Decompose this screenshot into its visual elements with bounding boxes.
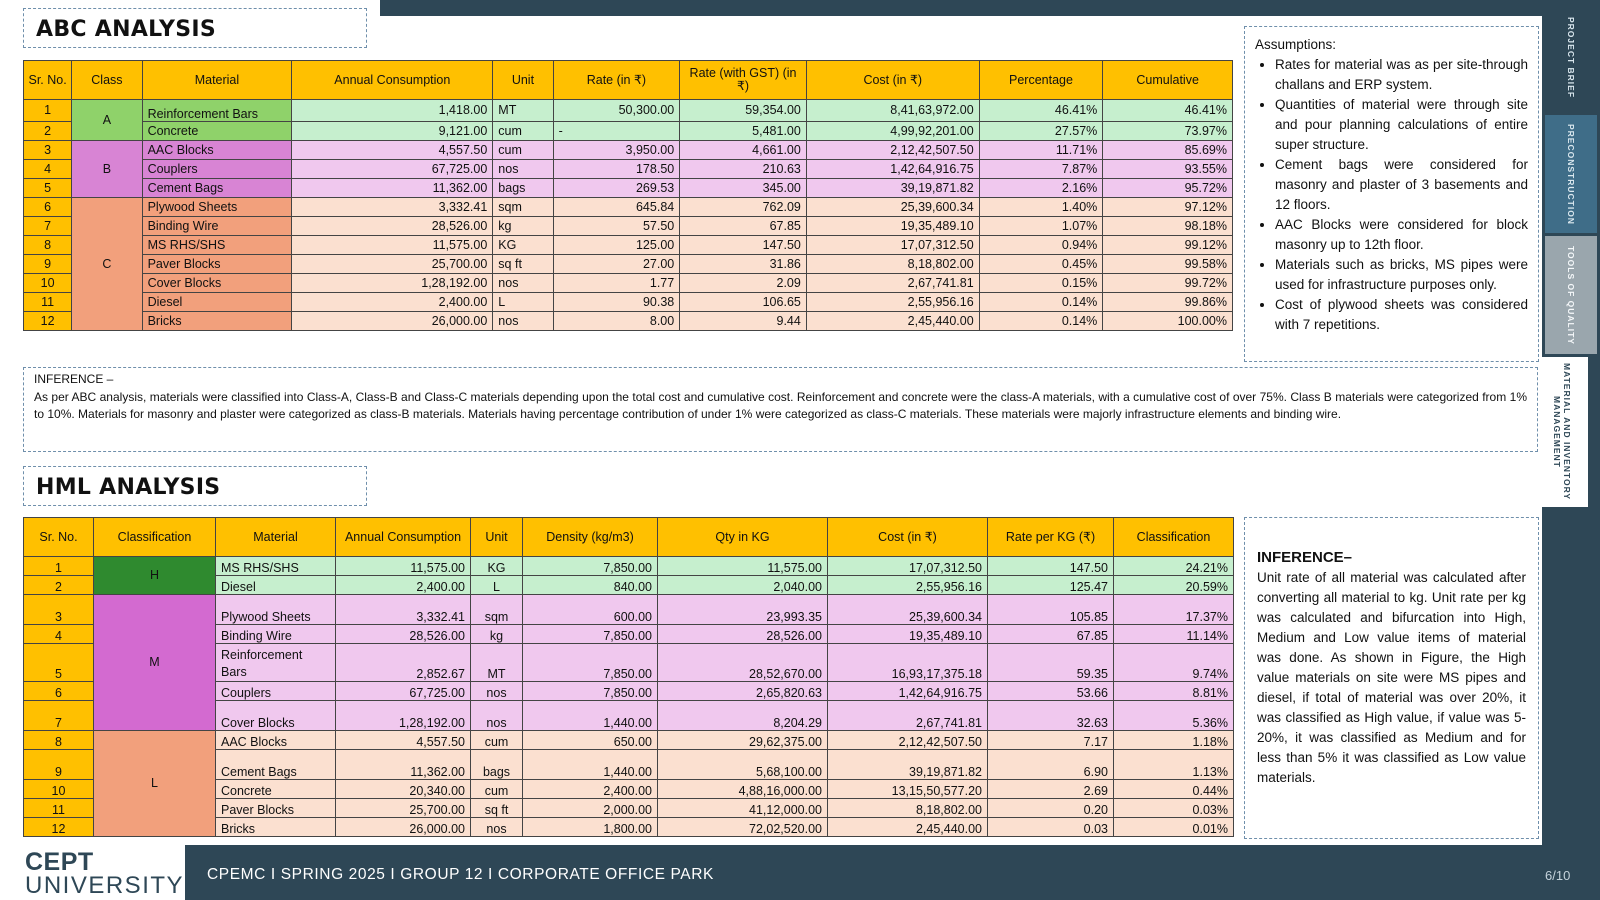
table-cell: 645.84 — [553, 198, 680, 217]
table-cell: 2,65,820.63 — [658, 682, 828, 701]
tab-material-inventory[interactable] — [1536, 357, 1588, 507]
table-cell: 0.14% — [979, 312, 1103, 331]
table-cell: 11,575.00 — [292, 236, 493, 255]
table-cell: 9 — [24, 255, 72, 274]
table-cell: 31.86 — [680, 255, 807, 274]
table-cell: 17,07,312.50 — [828, 557, 988, 576]
table-cell: sqm — [471, 595, 523, 625]
table-cell: 29,62,375.00 — [658, 731, 828, 750]
table-cell: 1.77 — [553, 274, 680, 293]
table-cell: cum — [493, 141, 553, 160]
table-cell: nos — [471, 701, 523, 731]
table-cell: 25,39,600.34 — [806, 198, 979, 217]
table-cell: 32.63 — [988, 701, 1114, 731]
table-cell: 100.00% — [1103, 312, 1233, 331]
table-cell: 20.59% — [1114, 576, 1234, 595]
table-cell: nos — [471, 682, 523, 701]
table-cell: 8.81% — [1114, 682, 1234, 701]
table-cell: 2,67,741.81 — [806, 274, 979, 293]
material-cell: Reinforcement Bars — [216, 644, 336, 682]
table-cell: 8 — [24, 236, 72, 255]
table-row — [24, 236, 1233, 255]
table-cell: 20,340.00 — [336, 780, 471, 799]
table-cell: 25,700.00 — [292, 255, 493, 274]
assumption-item: • Cost of plywood sheets was considered with 7 repetitions. — [1275, 295, 1528, 335]
table-cell: 840.00 — [523, 576, 658, 595]
table-cell: MT — [493, 100, 553, 122]
table-cell: 2,400.00 — [523, 780, 658, 799]
table-cell: 5,481.00 — [680, 122, 807, 141]
col-header: Annual Consumption — [336, 518, 471, 557]
table-cell: 147.50 — [680, 236, 807, 255]
abc-inference-heading: INFERENCE – — [34, 372, 114, 386]
table-cell: 1.07% — [979, 217, 1103, 236]
table-cell: 27.57% — [979, 122, 1103, 141]
col-header: Cost (in ₹) — [828, 518, 988, 557]
table-row — [24, 731, 1234, 750]
table-cell: 1,42,64,916.75 — [828, 682, 988, 701]
table-cell: 147.50 — [988, 557, 1114, 576]
table-cell: KG — [471, 557, 523, 576]
table-cell: 762.09 — [680, 198, 807, 217]
tab-label: MATERIAL AND INVENTORY MANAGEMENT — [1552, 363, 1572, 501]
col-header: Qty in KG — [658, 518, 828, 557]
table-cell: 99.86% — [1103, 293, 1233, 312]
material-cell: Cement Bags — [142, 179, 292, 198]
col-header: Rate per KG (₹) — [988, 518, 1114, 557]
table-cell: 12 — [24, 818, 94, 837]
table-cell: 7.17 — [988, 731, 1114, 750]
table-cell: cum — [493, 122, 553, 141]
table-cell: 28,526.00 — [658, 625, 828, 644]
table-cell: 8.00 — [553, 312, 680, 331]
table-cell: 19,35,489.10 — [806, 217, 979, 236]
material-cell: Reinforcement Bars — [142, 100, 292, 122]
table-cell: 9.44 — [680, 312, 807, 331]
col-header: Annual Consumption — [292, 61, 493, 100]
table-cell: cum — [471, 780, 523, 799]
table-cell: 6 — [24, 682, 94, 701]
material-cell: Concrete — [142, 122, 292, 141]
table-cell: 11 — [24, 293, 72, 312]
tab-label: PROJECT BRIEF — [1566, 17, 1576, 99]
table-cell: 11,575.00 — [658, 557, 828, 576]
table-cell: 67.85 — [680, 217, 807, 236]
table-cell: 11,575.00 — [336, 557, 471, 576]
hml-inference-heading: INFERENCE– — [1257, 549, 1353, 566]
footer-text: CPEMC I SPRING 2025 I GROUP 12 I CORPORATE OFFICE PARK — [207, 866, 714, 883]
material-cell: Cover Blocks — [216, 701, 336, 731]
table-cell: 19,35,489.10 — [828, 625, 988, 644]
table-cell: 11.14% — [1114, 625, 1234, 644]
col-header: Density (kg/m3) — [523, 518, 658, 557]
table-cell: 2.09 — [680, 274, 807, 293]
abc-section-title: ABC ANALYSIS — [23, 8, 367, 48]
table-cell: 2 — [24, 576, 94, 595]
table-row — [24, 100, 1233, 122]
assumption-item: • Quantities of material were through site and pour planning calculations of entire super structure. — [1275, 95, 1528, 155]
table-cell: 99.58% — [1103, 255, 1233, 274]
table-cell: 67.85 — [988, 625, 1114, 644]
table-cell: nos — [493, 312, 553, 331]
table-cell: 0.15% — [979, 274, 1103, 293]
table-cell: 57.50 — [553, 217, 680, 236]
class-label-cell: L — [94, 731, 216, 837]
table-cell: 26,000.00 — [292, 312, 493, 331]
table-row — [24, 557, 1234, 576]
table-cell: 7,850.00 — [523, 682, 658, 701]
table-cell: 4,557.50 — [292, 141, 493, 160]
table-cell: 11.71% — [979, 141, 1103, 160]
table-cell: 99.72% — [1103, 274, 1233, 293]
table-cell: 2,55,956.16 — [828, 576, 988, 595]
table-cell: 2,45,440.00 — [828, 818, 988, 837]
col-header: Classification — [94, 518, 216, 557]
table-cell: 7,850.00 — [523, 557, 658, 576]
table-row — [24, 274, 1233, 293]
table-cell: 0.03% — [1114, 799, 1234, 818]
table-cell: 97.12% — [1103, 198, 1233, 217]
table-cell: 1,28,192.00 — [336, 701, 471, 731]
table-cell: 28,52,670.00 — [658, 644, 828, 682]
top-band — [380, 0, 1600, 16]
table-cell: bags — [493, 179, 553, 198]
table-cell: 1,440.00 — [523, 750, 658, 780]
table-cell: L — [493, 293, 553, 312]
abc-table — [23, 60, 1233, 331]
table-cell: 26,000.00 — [336, 818, 471, 837]
abc-inference-text: As per ABC analysis, materials were classified into Class-A, Class-B and Class-C materials depending upon the total cost and cumulative cost. Reinforcement and concrete were the class-A materials, with a cumulative cost of over 75%. Class B materials were categorized from 1% to 10%. Materials for masonry and plaster were categorized as class-B materials. Materials having percentage contribution of under 1% were categorized as class-C materials. These materials were majorly infrastructure elements and binding wire. — [34, 389, 1527, 421]
table-cell: 8,204.29 — [658, 701, 828, 731]
table-cell: 2,400.00 — [292, 293, 493, 312]
table-cell: 1,28,192.00 — [292, 274, 493, 293]
table-cell: 8,41,63,972.00 — [806, 100, 979, 122]
class-label-cell: H — [94, 557, 216, 595]
table-cell: 5 — [24, 644, 94, 682]
table-cell: 17,07,312.50 — [806, 236, 979, 255]
table-cell: 93.55% — [1103, 160, 1233, 179]
table-cell: 1,42,64,916.75 — [806, 160, 979, 179]
table-cell: 4,99,92,201.00 — [806, 122, 979, 141]
class-label-cell: M — [94, 595, 216, 731]
table-row — [24, 198, 1233, 217]
table-cell: 600.00 — [523, 595, 658, 625]
col-header: Cost (in ₹) — [806, 61, 979, 100]
table-cell: 2,67,741.81 — [828, 701, 988, 731]
abc-inference-box — [23, 367, 1538, 452]
university-logo-line1: CEPT — [25, 848, 94, 876]
table-cell: 2,000.00 — [523, 799, 658, 818]
table-cell: 0.45% — [979, 255, 1103, 274]
table-cell: 28,526.00 — [336, 625, 471, 644]
col-header: Sr. No. — [24, 518, 94, 557]
table-cell: KG — [493, 236, 553, 255]
material-cell: Paver Blocks — [142, 255, 292, 274]
class-label-cell: A — [72, 100, 142, 141]
tab-tools-of-quality[interactable] — [1545, 236, 1597, 354]
material-cell: Bricks — [142, 312, 292, 331]
table-cell: 1,418.00 — [292, 100, 493, 122]
assumption-item: • AAC Blocks were considered for block masonry up to 12th floor. — [1275, 215, 1528, 255]
table-cell: 72,02,520.00 — [658, 818, 828, 837]
table-row — [24, 255, 1233, 274]
hml-inference-text: Unit rate of all material was calculated after converting all material to kg. Unit rate per kg was calculated and bifurcation into High, Medium and Low value items of material was done. As shown in Figure, the High value materials on site were MS pipes and diesel, if total of material was over 20%, it was classified as High value, if value was 5-20%, it was classified as Medium and for less than 5% it was classified as Low value materials. — [1257, 570, 1526, 785]
table-cell: 3 — [24, 595, 94, 625]
table-cell: 7 — [24, 701, 94, 731]
table-cell: 39,19,871.82 — [828, 750, 988, 780]
table-cell: 4 — [24, 625, 94, 644]
university-logo-line2: UNIVERSITY — [25, 872, 185, 899]
table-cell: 98.18% — [1103, 217, 1233, 236]
table-cell: 4 — [24, 160, 72, 179]
table-row — [24, 293, 1233, 312]
table-row — [24, 217, 1233, 236]
col-header: Cumulative — [1103, 61, 1233, 100]
table-cell: 41,12,000.00 — [658, 799, 828, 818]
col-header: Material — [142, 61, 292, 100]
table-cell: 3,332.41 — [292, 198, 493, 217]
material-cell: MS RHS/SHS — [142, 236, 292, 255]
material-cell: Paver Blocks — [216, 799, 336, 818]
table-cell: 0.14% — [979, 293, 1103, 312]
material-cell: Plywood Sheets — [216, 595, 336, 625]
assumptions-box — [1244, 26, 1539, 362]
table-cell: 10 — [24, 274, 72, 293]
table-cell: 46.41% — [1103, 100, 1233, 122]
table-cell: 13,15,50,577.20 — [828, 780, 988, 799]
col-header: Material — [216, 518, 336, 557]
table-cell: cum — [471, 731, 523, 750]
table-cell: 39,19,871.82 — [806, 179, 979, 198]
table-cell: 2.69 — [988, 780, 1114, 799]
table-cell: 650.00 — [523, 731, 658, 750]
table-cell: 125.00 — [553, 236, 680, 255]
table-cell: 4,661.00 — [680, 141, 807, 160]
table-cell: 5 — [24, 179, 72, 198]
table-cell: 67,725.00 — [292, 160, 493, 179]
table-cell: 59,354.00 — [680, 100, 807, 122]
tab-label: TOOLS OF QUALITY — [1566, 245, 1576, 345]
table-cell: nos — [493, 160, 553, 179]
col-header: Classification — [1114, 518, 1234, 557]
table-cell: 106.65 — [680, 293, 807, 312]
tab-label: PRECONSTRUCTION — [1566, 123, 1576, 225]
table-cell: 2.16% — [979, 179, 1103, 198]
table-cell: 1,800.00 — [523, 818, 658, 837]
table-cell: 125.47 — [988, 576, 1114, 595]
table-cell: 210.63 — [680, 160, 807, 179]
table-cell: 95.72% — [1103, 179, 1233, 198]
table-cell: 0.03 — [988, 818, 1114, 837]
table-cell: 7.87% — [979, 160, 1103, 179]
table-cell: 345.00 — [680, 179, 807, 198]
material-cell: Diesel — [142, 293, 292, 312]
table-cell: 2 — [24, 122, 72, 141]
table-cell: 17.37% — [1114, 595, 1234, 625]
table-cell: 11,362.00 — [292, 179, 493, 198]
table-cell: 2,12,42,507.50 — [828, 731, 988, 750]
table-cell: sq ft — [493, 255, 553, 274]
table-cell: 25,700.00 — [336, 799, 471, 818]
table-cell: 99.12% — [1103, 236, 1233, 255]
table-cell: 1 — [24, 100, 72, 122]
material-cell: Plywood Sheets — [142, 198, 292, 217]
table-row — [24, 312, 1233, 331]
table-cell: 2,400.00 — [336, 576, 471, 595]
material-cell: Cement Bags — [216, 750, 336, 780]
table-cell: 4,88,16,000.00 — [658, 780, 828, 799]
table-cell: 2,040.00 — [658, 576, 828, 595]
material-cell: AAC Blocks — [216, 731, 336, 750]
material-cell: AAC Blocks — [142, 141, 292, 160]
material-cell: Concrete — [216, 780, 336, 799]
table-cell: 1 — [24, 557, 94, 576]
table-cell: 0.44% — [1114, 780, 1234, 799]
page-number: 6/10 — [1545, 868, 1571, 883]
table-cell: 46.41% — [979, 100, 1103, 122]
table-cell: 3,332.41 — [336, 595, 471, 625]
table-cell: 269.53 — [553, 179, 680, 198]
table-cell: 2,55,956.16 — [806, 293, 979, 312]
col-header: Percentage — [979, 61, 1103, 100]
hml-table — [23, 517, 1234, 837]
material-cell: Couplers — [142, 160, 292, 179]
table-cell: kg — [471, 625, 523, 644]
table-cell: 5,68,100.00 — [658, 750, 828, 780]
table-cell: 0.20 — [988, 799, 1114, 818]
table-row — [24, 141, 1233, 160]
table-cell: 8,18,802.00 — [806, 255, 979, 274]
table-row — [24, 595, 1234, 625]
table-cell: 67,725.00 — [336, 682, 471, 701]
table-cell: 23,993.35 — [658, 595, 828, 625]
table-cell: 6.90 — [988, 750, 1114, 780]
material-cell: MS RHS/SHS — [216, 557, 336, 576]
col-header: Rate (with GST) (in ₹) — [680, 61, 807, 100]
table-cell: MT — [471, 644, 523, 682]
table-cell: 10 — [24, 780, 94, 799]
table-cell: 25,39,600.34 — [828, 595, 988, 625]
table-cell: 1.40% — [979, 198, 1103, 217]
table-cell: - — [553, 122, 680, 141]
material-cell: Binding Wire — [142, 217, 292, 236]
table-cell: 28,526.00 — [292, 217, 493, 236]
table-cell: 8 — [24, 731, 94, 750]
table-cell: L — [471, 576, 523, 595]
table-cell: 2,852.67 — [336, 644, 471, 682]
table-cell: 11,362.00 — [336, 750, 471, 780]
table-cell: 2,45,440.00 — [806, 312, 979, 331]
table-cell: 24.21% — [1114, 557, 1234, 576]
table-cell: sqm — [493, 198, 553, 217]
table-cell: 9,121.00 — [292, 122, 493, 141]
material-cell: Diesel — [216, 576, 336, 595]
table-cell: 53.66 — [988, 682, 1114, 701]
material-cell: Binding Wire — [216, 625, 336, 644]
table-cell: sq ft — [471, 799, 523, 818]
table-cell: 0.01% — [1114, 818, 1234, 837]
class-label-cell: C — [72, 198, 142, 331]
table-cell: 50,300.00 — [553, 100, 680, 122]
table-cell: 7,850.00 — [523, 644, 658, 682]
col-header: Rate (in ₹) — [553, 61, 680, 100]
table-cell: 1.18% — [1114, 731, 1234, 750]
table-cell: 6 — [24, 198, 72, 217]
table-cell: 105.85 — [988, 595, 1114, 625]
table-cell: 5.36% — [1114, 701, 1234, 731]
table-cell: 7,850.00 — [523, 625, 658, 644]
table-row — [24, 179, 1233, 198]
table-cell: 85.69% — [1103, 141, 1233, 160]
table-cell: nos — [471, 818, 523, 837]
table-cell: 7 — [24, 217, 72, 236]
col-header: Sr. No. — [24, 61, 72, 100]
material-cell: Cover Blocks — [142, 274, 292, 293]
table-cell: 1.13% — [1114, 750, 1234, 780]
col-header: Unit — [471, 518, 523, 557]
table-cell: kg — [493, 217, 553, 236]
class-label-cell: B — [72, 141, 142, 198]
table-cell: 73.97% — [1103, 122, 1233, 141]
table-cell: 1,440.00 — [523, 701, 658, 731]
col-header: Unit — [493, 61, 553, 100]
table-cell: nos — [493, 274, 553, 293]
material-cell: Bricks — [216, 818, 336, 837]
tab-preconstruction[interactable] — [1545, 115, 1597, 233]
table-cell: 2,12,42,507.50 — [806, 141, 979, 160]
table-cell: bags — [471, 750, 523, 780]
table-cell: 8,18,802.00 — [828, 799, 988, 818]
table-cell: 0.94% — [979, 236, 1103, 255]
table-cell: 12 — [24, 312, 72, 331]
col-header: Class — [72, 61, 142, 100]
table-row — [24, 122, 1233, 141]
assumptions-list — [1255, 55, 1528, 335]
assumption-item: • Rates for material was as per site-through challans and ERP system. — [1275, 55, 1528, 95]
table-cell: 9 — [24, 750, 94, 780]
assumptions-heading: Assumptions: — [1255, 37, 1337, 52]
assumption-item: • Cement bags were considered for masonry and plaster of 3 basements and 12 floors. — [1275, 155, 1528, 215]
table-cell: 11 — [24, 799, 94, 818]
table-cell: 9.74% — [1114, 644, 1234, 682]
table-cell: 90.38 — [553, 293, 680, 312]
table-cell: 3 — [24, 141, 72, 160]
table-cell: 178.50 — [553, 160, 680, 179]
table-cell: 16,93,17,375.18 — [828, 644, 988, 682]
table-cell: 3,950.00 — [553, 141, 680, 160]
hml-section-title: HML ANALYSIS — [23, 466, 367, 506]
tab-project-brief[interactable] — [1545, 4, 1597, 112]
table-cell: 59.35 — [988, 644, 1114, 682]
hml-inference-box — [1244, 517, 1539, 839]
table-row — [24, 160, 1233, 179]
assumption-item: • Materials such as bricks, MS pipes were used for infrastructure purposes only. — [1275, 255, 1528, 295]
material-cell: Couplers — [216, 682, 336, 701]
table-cell: 4,557.50 — [336, 731, 471, 750]
table-cell: 27.00 — [553, 255, 680, 274]
